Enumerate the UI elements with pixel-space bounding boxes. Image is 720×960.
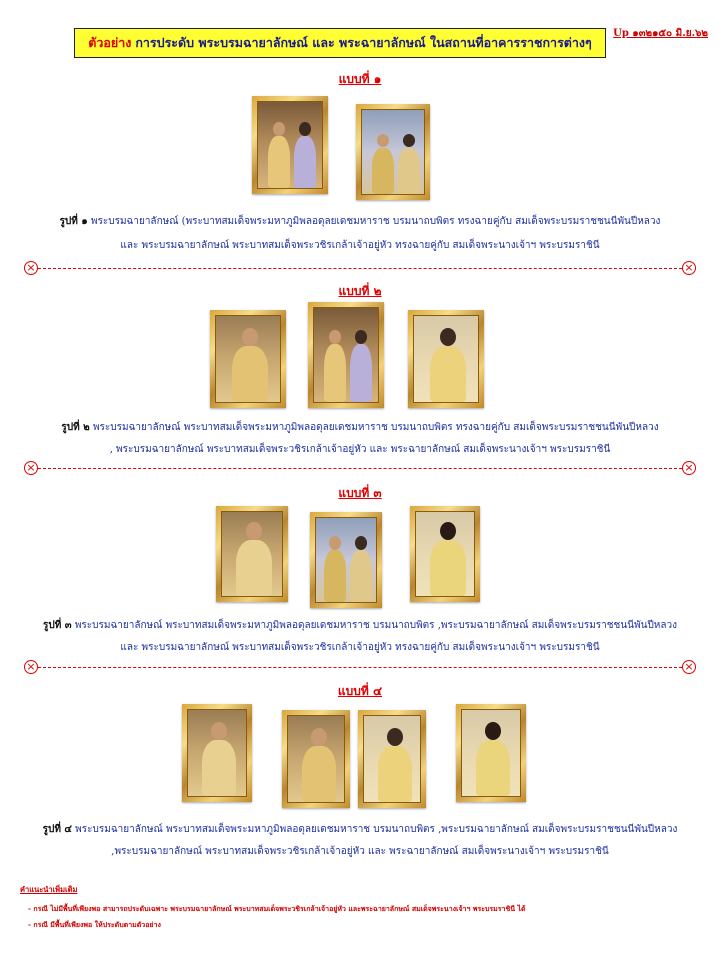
circle-x-icon: × [682, 261, 696, 275]
portrait-frame [408, 310, 484, 408]
circle-x-icon: × [682, 660, 696, 674]
style-1-caption-line-1: รูปที่ ๑ พระบรมฉายาลักษณ์ (พระบาทสมเด็จพระมหาภูมิพลอดุลยเดชมหาราช บรมนาถบพิตร ทรงฉายคู่กับ สมเด็จพระบรมราชชนนีพันปีหลวง [59, 216, 661, 227]
cut-line-divider [24, 660, 696, 676]
note-item: - กรณี ไม่มีพื้นที่เพียงพอ สามารถประดับเฉพาะ พระบรมฉายาลักษณ์ พระบาทสมเด็จพระวชิรเกล้าเจ้าอยู่หัว และพระฉายาลักษณ์ สมเด็จพระนางเจ้าฯ พระบรมราชินี ได้ [28, 904, 526, 913]
portrait-frame [310, 512, 382, 608]
circle-x-icon: × [24, 461, 38, 475]
style-3-caption-line-2: และ พระบรมฉายาลักษณ์ พระบาทสมเด็จพระวชิรเกล้าเจ้าอยู่หัว ทรงฉายคู่กับ สมเด็จพระนางเจ้าฯ พระบรมราชินี [120, 642, 600, 653]
note-item: - กรณี มีพื้นที่เพียงพอ ให้ประดับตามตัวอย่าง [28, 920, 161, 929]
portrait-frame [356, 104, 430, 200]
circle-x-icon: × [24, 261, 38, 275]
style-3-heading: แบบที่ ๓ [338, 486, 382, 500]
style-4-caption-line-2: ,พระบรมฉายาลักษณ์ พระบาทสมเด็จพระวชิรเกล้าเจ้าอยู่หัว และ พระฉายาลักษณ์ สมเด็จพระนางเจ้าฯ พระบรมราชินี [111, 846, 609, 857]
notes-heading: คำแนะนำเพิ่มเติม [20, 885, 78, 894]
portrait-frame [308, 302, 384, 408]
style-3-caption-line-1: รูปที่ ๓ พระบรมฉายาลักษณ์ พระบาทสมเด็จพระมหาภูมิพลอดุลยเดชมหาราช บรมนาถบพิตร ,พระบรมฉายาลักษณ์ สมเด็จพระบรมราชชนนีพันปีหลวง [42, 620, 678, 631]
portrait-frame [456, 704, 526, 802]
style-2-caption-line-1: รูปที่ ๒ พระบรมฉายาลักษณ์ พระบาทสมเด็จพระมหาภูมิพลอดุลยเดชมหาราช บรมนาถบพิตร ทรงฉายคู่กับ สมเด็จพระบรมราชชนนีพันปีหลวง [61, 422, 659, 433]
style-1-heading: แบบที่ ๑ [338, 72, 382, 86]
portrait-frame [282, 710, 350, 808]
title-banner [74, 28, 606, 58]
reference-code: Up ๑๓๒๑๕๐ มิ.ย.๖๒ [613, 28, 708, 39]
style-4-caption-line-1: รูปที่ ๔ พระบรมฉายาลักษณ์ พระบาทสมเด็จพระมหาภูมิพลอดุลยเดชมหาราช บรมนาถบพิตร ,พระบรมฉายาลักษณ์ สมเด็จพระบรมราชชนนีพันปีหลวง [42, 824, 678, 835]
style-2-caption-line-2: , พระบรมฉายาลักษณ์ พระบาทสมเด็จพระวชิรเกล้าเจ้าอยู่หัว และ พระฉายาลักษณ์ สมเด็จพระนางเจ้าฯ พระบรมราชินี [109, 444, 611, 455]
portrait-frame [410, 506, 480, 602]
portrait-frame [252, 96, 328, 194]
circle-x-icon: × [682, 461, 696, 475]
style-1-caption-line-2: และ พระบรมฉายาลักษณ์ พระบาทสมเด็จพระวชิรเกล้าเจ้าอยู่หัว ทรงฉายคู่กับ สมเด็จพระนางเจ้าฯ พระบรมราชินี [120, 240, 600, 251]
portrait-frame [182, 704, 252, 802]
portrait-frame [358, 710, 426, 808]
cut-line-divider [24, 461, 696, 477]
portrait-frame [210, 310, 286, 408]
style-4-heading: แบบที่ ๔ [337, 684, 383, 698]
portrait-frame [216, 506, 288, 602]
cut-line-divider [24, 261, 696, 277]
title-lead: ตัวอย่าง [88, 35, 132, 50]
circle-x-icon: × [24, 660, 38, 674]
style-2-heading: แบบที่ ๒ [338, 284, 382, 298]
title-text: การประดับ พระบรมฉายาลักษณ์ และ พระฉายาลักษณ์ ในสถานที่อาคารราชการต่างๆ [135, 35, 592, 50]
